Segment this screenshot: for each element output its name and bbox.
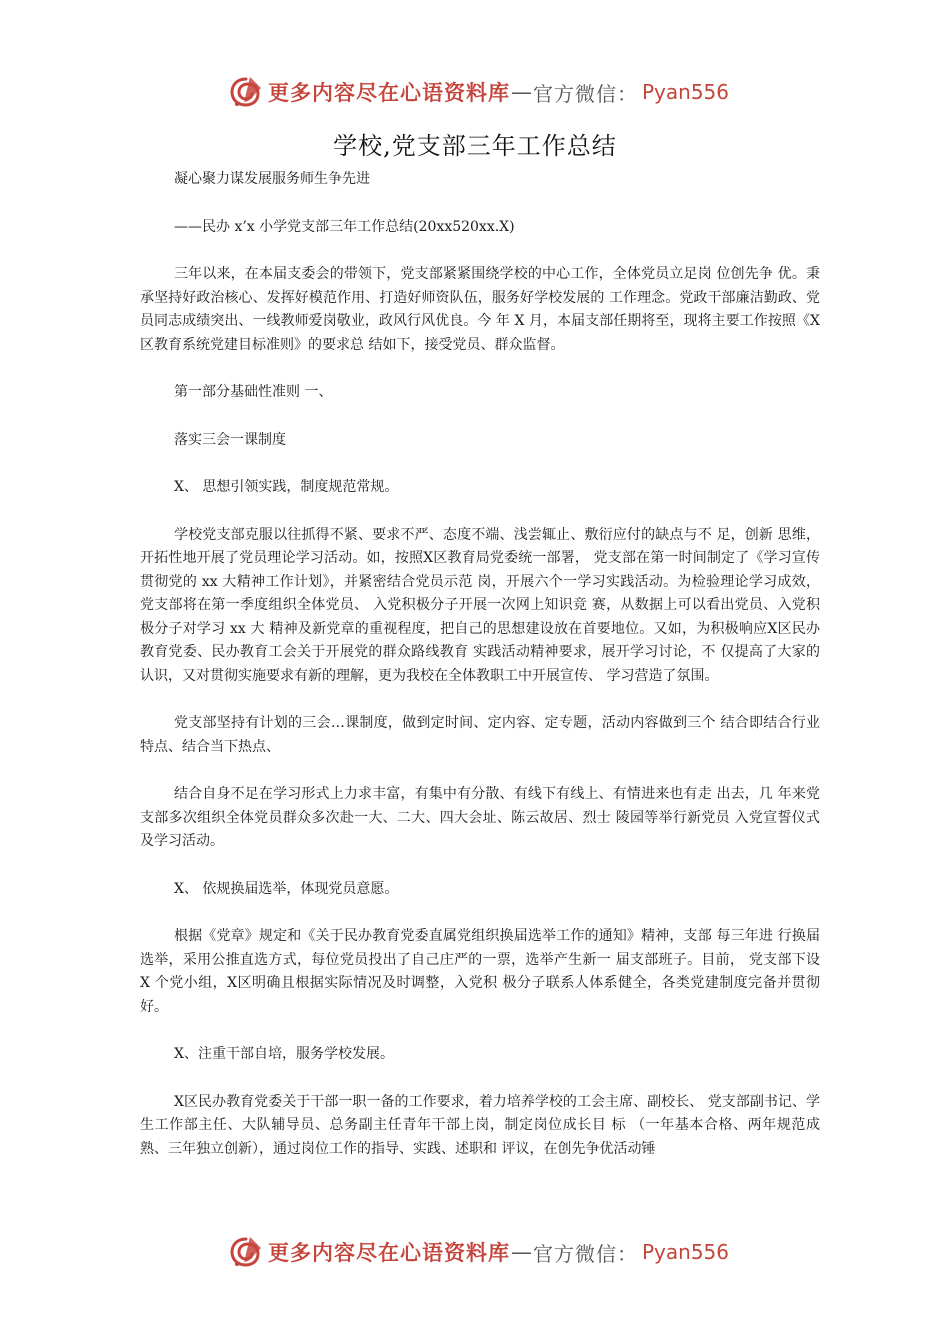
body-paragraph: 党支部坚持有计划的三会…课制度，做到定时间、定内容、定专题，活动内容做到三个 结合即结合行业特点、结合当下热点、 bbox=[140, 715, 820, 755]
watermark-separator: — bbox=[511, 1240, 532, 1264]
subsection-heading: X、注重干部自培，服务学校发展。 bbox=[174, 1046, 394, 1062]
header-watermark-banner bbox=[228, 72, 729, 112]
footer-watermark-banner bbox=[228, 1232, 729, 1272]
watermark-contact-label: 官方微信： bbox=[533, 81, 638, 106]
body-paragraph: 根据《党章》规定和《关于民办教育党委直属党组织换届选举工作的通知》精神，支部 每三年进 行换届选举，采用公推直选方式，每位党员投出了自己庄严的一票，选举产生新一 届支部班子。目前， 党支部下设 X 个党小组，X区明确且根据实际情况及时调整，入党积 极分子联系人体系健全，各类党建制度完备并贯彻好。 bbox=[140, 928, 820, 1015]
body-paragraph: 结合自身不足在学习形式上力求丰富，有集中有分散、有线下有线上、有情进来也有走 出去，几 年来党支部多次组织全体党员群众多次赴一大、二大、四大会址、陈云故居、烈士 陵园等举行新党员 入党宣誓仪式及学习活动。 bbox=[140, 786, 820, 849]
watermark-separator: — bbox=[511, 80, 532, 104]
spiral-pen-logo-icon bbox=[228, 1234, 264, 1270]
body-paragraph: 学校党支部克服以往抓得不紧、要求不严、态度不端、浅尝辄止、敷衍应付的缺点与不 足，创新 思维，开拓性地开展了党员理论学习活动。如，按照X区教育局党委统一部署， 党支部在第一时间制定了《学习宣传贯彻党的 xx 大精神工作计划》，并紧密结合党员示范 岗，开展六个一学习实践活动。为检验理论学习成效，党支部将在第一季度组织全体党员、 入党积极分子开展一次网上知识竞 赛，从数据上可以看出党员、入党积极分子对学习 xx 大 精神及新党章的重视程度，把自己的思想建设放在首要地位。又如，为积极响应X区民办 教育党委、民办教育工会关于开展党的群众路线教育 实践活动精神要求，展开学习讨论，不 仅提高了大家的认识，又对贯彻实施要求有新的理解，更为我校在全体教职工中开展宣传、 学习营造了氛围。 bbox=[140, 526, 820, 684]
document-title: 学校,党支部三年工作总结 bbox=[333, 132, 617, 160]
subtitle-source-paragraph: ——民办 x’x 小学党支部三年工作总结(20xx520xx.X) bbox=[174, 218, 515, 235]
subsection-heading: X、 依规换届选举，体现党员意愿。 bbox=[174, 880, 399, 897]
body-paragraph: 三年以来，在本届支委会的带领下，党支部紧紧围绕学校的中心工作，全体党员立足岗 位创先争 优。秉承坚持好政治核心、发挥好模范作用、打造好师资队伍，服务好学校发展的 工作理念。党政干部廉洁勤政、党员同志成绩突出、一线教师爱岗敬业，政风行风优良。今 年 X 月，本届支部任期将至，现将主要工作按照《X区教育系统党建目标准则》的要求总 结如下，接受党员、群众监督。 bbox=[140, 266, 820, 353]
subtitle-paragraph: 凝心聚力谋发展服务师生争先进 bbox=[174, 171, 370, 187]
watermark-wechat-id: Pyan556 bbox=[642, 80, 730, 104]
watermark-contact-label: 官方微信： bbox=[533, 1241, 638, 1266]
watermark-brand-text: 更多内容尽在心语资料库 bbox=[268, 80, 510, 105]
spiral-pen-logo-icon bbox=[228, 74, 264, 110]
subsection-heading: X、 思想引领实践，制度规范常规。 bbox=[174, 479, 399, 495]
watermark-wechat-id: Pyan556 bbox=[642, 1240, 730, 1264]
section-heading: 落实三会一课制度 bbox=[174, 431, 286, 448]
body-paragraph: X区民办教育党委关于干部一职一备的工作要求，着力培养学校的工会主席、副校长、 党支部副书记、学生工作部主任、大队辅导员、总务副主任青年干部上岗，制定岗位成长目 标 （一年基本合格、两年规范成熟、三年独立创新），通过岗位工作的指导、实践、述职和 评议，在创先争优活动锤 bbox=[140, 1093, 820, 1157]
document-body bbox=[140, 168, 820, 1161]
section-heading: 第一部分基础性准则 一、 bbox=[174, 384, 333, 400]
watermark-brand-text: 更多内容尽在心语资料库 bbox=[268, 1240, 510, 1265]
